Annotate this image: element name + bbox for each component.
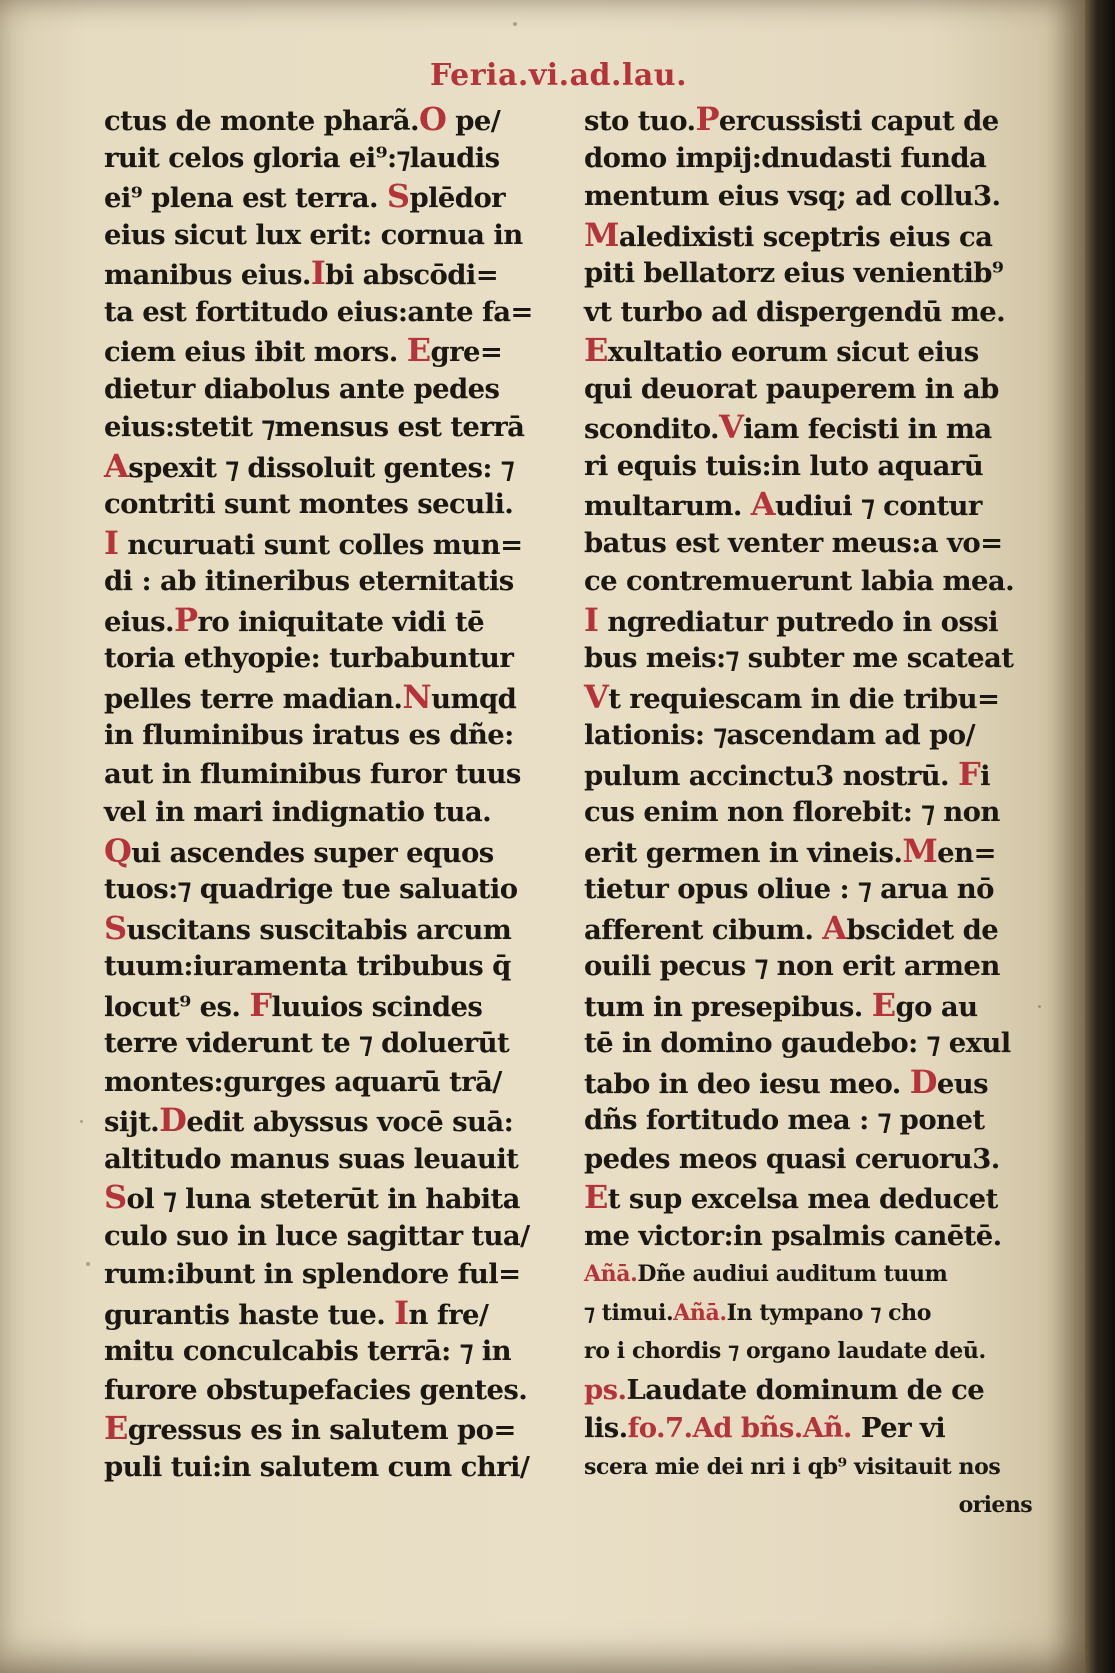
text-run: furore obstupefacies gentes. — [104, 1373, 528, 1406]
text-column-right — [584, 100, 1044, 1525]
text-line — [104, 177, 560, 216]
rubricated-initial: S — [386, 177, 410, 215]
text-run: aut in fluminibus furor tuus — [104, 757, 521, 790]
text-run: eius:stetit ⁊mensus est terrā — [104, 411, 525, 443]
text-run: qui deuorat pauperem in ab — [584, 372, 999, 405]
rubricated-initial: V — [584, 677, 609, 716]
text-run: puli tui:in salutem cum chri/ — [104, 1450, 530, 1483]
text-line — [584, 100, 1044, 139]
text-line — [584, 755, 1044, 794]
text-line — [584, 1409, 1044, 1448]
text-line — [584, 947, 1044, 986]
text-run: altitudo manus suas leuauit — [104, 1142, 519, 1175]
text-run: batus est venter meus:a vo= — [584, 526, 1003, 559]
text-run: locut⁹ es. — [104, 990, 250, 1023]
rubricated-initial: E — [584, 331, 608, 369]
rubricated-initial: V — [718, 408, 744, 446]
text-run: ei⁹ plena est terra. — [104, 182, 387, 214]
rubricated-initial: M — [902, 831, 938, 870]
text-run: eius sicut lux erit: cornua in — [104, 218, 523, 251]
text-run: lationis: ⁊ascendam ad po/ — [584, 719, 975, 751]
text-run: manibus eius. — [104, 259, 311, 291]
rubricated-initial: F — [957, 754, 981, 793]
text-run: tabo in deo iesu meo. — [584, 1067, 910, 1100]
binding-edge — [1085, 0, 1115, 1673]
rubric-text: Añā. — [584, 1261, 638, 1287]
text-run: spexit ⁊ dissoluit gentes: ⁊ — [128, 451, 514, 484]
text-run: pelles terre madian. — [104, 682, 403, 715]
text-run: tietur opus oliue : ⁊ arua nō — [584, 873, 994, 905]
text-run: pe/ — [446, 105, 501, 137]
rubricated-initial: S — [104, 908, 127, 947]
text-line — [104, 216, 560, 255]
text-line — [584, 832, 1044, 871]
text-line — [104, 485, 560, 524]
text-run: tuos:⁊ quadrige tue saluatio — [104, 873, 518, 905]
rubricated-initial: I — [310, 254, 326, 292]
text-line — [584, 331, 1044, 370]
text-line — [584, 177, 1044, 216]
text-line — [104, 524, 560, 563]
text-run: ce contremuerunt labia mea. — [584, 565, 1015, 597]
text-run: erit germen in vineis. — [584, 836, 903, 869]
text-line — [104, 370, 560, 409]
text-line — [104, 100, 560, 139]
text-line — [584, 1101, 1044, 1140]
text-run: edit abyssus vocē suā: — [186, 1106, 514, 1138]
catchword — [584, 1486, 1044, 1525]
text-run: ruit celos gloria ei⁹:⁊laudis — [104, 141, 500, 174]
rubricated-initial: D — [159, 1101, 187, 1139]
text-line — [104, 986, 560, 1025]
paper-speck — [86, 1262, 90, 1266]
text-run: umqd — [431, 682, 517, 715]
text-line — [104, 1409, 560, 1448]
text-run: udiui ⁊ contur — [775, 490, 982, 522]
text-line — [584, 1024, 1044, 1063]
text-run: rum:ibunt in splendore ful= — [104, 1258, 521, 1290]
text-run: gre= — [430, 336, 503, 368]
text-line — [584, 1332, 1044, 1371]
paper-speck — [80, 1120, 83, 1123]
text-run: ouili pecus ⁊ non erit armen — [584, 950, 1000, 982]
text-run: dietur diabolus ante pedes — [104, 372, 500, 405]
text-line — [104, 139, 560, 178]
text-run: ncuruati sunt colles mun= — [118, 528, 523, 561]
text-line — [104, 1217, 560, 1256]
text-run: ⁊ timui. — [584, 1299, 674, 1326]
text-line — [104, 447, 560, 486]
text-line — [584, 408, 1044, 447]
text-line — [104, 601, 560, 640]
text-line — [584, 485, 1044, 524]
text-run: t requiescam in die tribu= — [608, 682, 1000, 715]
text-run: eus — [936, 1067, 989, 1100]
text-run: culo suo in luce sagittar tua/ — [104, 1219, 530, 1252]
rubricated-initial: P — [695, 100, 719, 138]
text-run: tuum:iuramenta tribubus q̄ — [104, 950, 511, 982]
text-run: pedes meos quasi ceruoru3. — [584, 1142, 1000, 1175]
text-run: vt turbo ad dispergendū me. — [584, 295, 1006, 328]
text-run: lis. — [584, 1412, 628, 1444]
text-run: tum in presepibus. — [584, 990, 872, 1023]
text-run: bus meis:⁊ subter me scateat — [584, 642, 1014, 674]
text-run: ciem eius ibit mors. — [104, 336, 407, 368]
text-run: terre viderunt te ⁊ doluerūt — [104, 1027, 510, 1059]
text-line — [104, 408, 560, 447]
text-run: plēdor — [409, 182, 506, 214]
text-line — [104, 909, 560, 948]
text-run: ngrediatur putredo in ossi — [598, 605, 999, 638]
text-run: toria ethyopie: turbabuntur — [104, 642, 514, 674]
text-run: vel in mari indignatio tua. — [104, 796, 492, 828]
text-run: cus enim non florebit: ⁊ non — [584, 796, 1000, 828]
text-line — [584, 370, 1044, 409]
text-line — [584, 986, 1044, 1025]
text-run: i — [980, 759, 990, 792]
text-run: Laudate dominum de ce — [626, 1373, 985, 1406]
text-line — [584, 678, 1044, 717]
text-line — [584, 254, 1044, 293]
text-column-left — [104, 100, 560, 1486]
text-run: mentum eius vsq; ad collu3. — [584, 180, 1001, 212]
text-line — [104, 293, 560, 332]
rubricated-initial: E — [584, 1178, 608, 1216]
text-line — [584, 716, 1044, 755]
text-run: scondito. — [584, 413, 719, 445]
text-run: multarum. — [584, 490, 751, 522]
rubricated-initial: E — [871, 985, 896, 1024]
rubric-text: fo.7.Ad bñs.Añ. — [627, 1412, 852, 1444]
text-line — [104, 1332, 560, 1371]
text-line — [104, 870, 560, 909]
text-line — [584, 639, 1044, 678]
text-run: tē in domino gaudebo: ⁊ exul — [584, 1027, 1011, 1059]
text-line — [584, 1217, 1044, 1256]
text-line — [104, 1101, 560, 1140]
text-line — [104, 1024, 560, 1063]
text-run: me victor:in psalmis canētē. — [584, 1219, 1002, 1252]
rubricated-initial: E — [406, 331, 431, 369]
text-run: ta est fortitudo eius:ante fa= — [104, 295, 533, 328]
text-line — [104, 1448, 560, 1487]
text-line — [584, 524, 1044, 563]
rubricated-initial: N — [402, 677, 432, 716]
text-line — [584, 1140, 1044, 1179]
text-run: pulum accinctu3 nostrū. — [584, 759, 958, 792]
rubric-text: ps. — [584, 1373, 627, 1406]
text-run: sijt. — [104, 1106, 160, 1138]
text-line — [104, 1371, 560, 1410]
text-run: oriens — [958, 1492, 1032, 1518]
text-run: Dñe audiui auditum tuum — [637, 1261, 948, 1287]
text-line — [584, 1178, 1044, 1217]
rubricated-initial: D — [909, 1062, 937, 1101]
text-run: sto tuo. — [584, 105, 696, 137]
text-line — [104, 716, 560, 755]
text-run: bi abscōdi= — [325, 259, 499, 291]
text-run: gurantis haste tue. — [104, 1298, 395, 1331]
text-run: contriti sunt montes seculi. — [104, 488, 514, 520]
text-run: ctus de monte pharã. — [104, 105, 419, 137]
text-run: go au — [895, 990, 978, 1023]
text-line — [104, 1294, 560, 1333]
text-run: afferent cibum. — [584, 913, 823, 946]
text-run: luuios scindes — [271, 990, 483, 1023]
rubricated-initial: A — [104, 446, 129, 485]
text-line — [104, 755, 560, 794]
rubricated-initial: Q — [104, 831, 132, 870]
text-line — [104, 1140, 560, 1179]
text-line — [584, 1063, 1044, 1102]
text-run: domo impij:dnudasti funda — [584, 141, 987, 174]
text-run: en= — [937, 836, 996, 869]
text-line — [104, 832, 560, 871]
text-run: ol ⁊ luna steterūt in habita — [126, 1183, 520, 1215]
text-line — [584, 1294, 1044, 1333]
text-run: xultatio eorum sicut eius — [607, 336, 979, 368]
rubricated-initial: I — [584, 600, 599, 639]
text-line — [104, 331, 560, 370]
text-run: piti bellatorz eius venientib⁹ — [584, 257, 1004, 289]
text-line — [104, 1255, 560, 1294]
text-run: dñs fortitudo mea : ⁊ ponet — [584, 1104, 985, 1136]
rubricated-initial: A — [750, 485, 776, 523]
text-line — [104, 562, 560, 601]
text-run: scera mie dei nri i qb⁹ visitauit nos — [584, 1453, 1001, 1480]
text-run: mitu conculcabis terrā: ⁊ in — [104, 1335, 511, 1367]
paper-speck — [513, 22, 517, 26]
text-line — [584, 293, 1044, 332]
text-line — [584, 216, 1044, 255]
text-line — [584, 909, 1044, 948]
rubricated-initial: O — [418, 100, 447, 138]
text-run: Per vi — [851, 1412, 946, 1444]
text-run: ro i chordis ⁊ organo laudate deū. — [584, 1338, 986, 1364]
text-run: t sup excelsa mea deducet — [607, 1183, 998, 1215]
text-run: uscitans suscitabis arcum — [126, 913, 512, 946]
text-line — [584, 562, 1044, 601]
text-line — [584, 1255, 1044, 1294]
text-line — [104, 1063, 560, 1102]
text-line — [584, 601, 1044, 640]
rubricated-initial: A — [822, 908, 847, 947]
rubricated-initial: P — [174, 600, 198, 639]
rubricated-initial: I — [394, 1293, 409, 1332]
text-line — [584, 1448, 1044, 1487]
text-line — [584, 870, 1044, 909]
rubricated-initial: E — [104, 1409, 128, 1447]
text-run: di : ab itineribus eternitatis — [104, 565, 514, 597]
text-run: ercussisti caput de — [718, 105, 999, 137]
text-run: iam fecisti in ma — [743, 413, 992, 445]
text-line — [104, 678, 560, 717]
text-line — [104, 947, 560, 986]
text-run: eius. — [104, 605, 174, 638]
text-run: ro iniquitate vidi tē — [197, 605, 484, 638]
text-line — [104, 1178, 560, 1217]
text-run: montes:gurges aquarū trā/ — [104, 1065, 502, 1098]
rubricated-initial: M — [584, 215, 619, 254]
rubric-text: Añā. — [673, 1299, 727, 1326]
text-run: In tympano ⁊ cho — [726, 1299, 932, 1326]
running-header: Feria.vi.ad.lau. — [430, 58, 688, 93]
text-line — [104, 639, 560, 678]
text-line — [584, 139, 1044, 178]
text-line — [104, 793, 560, 832]
text-run: gressus es in salutem po= — [127, 1414, 516, 1446]
text-run: ri equis tuis:in luto aquarū — [584, 449, 984, 482]
text-run: bscidet de — [846, 913, 999, 946]
text-line — [584, 1371, 1044, 1410]
rubricated-initial: F — [249, 985, 272, 1024]
text-run: ui ascendes super equos — [131, 836, 494, 869]
text-line — [584, 447, 1044, 486]
text-line — [104, 254, 560, 293]
text-run: aledixisti sceptris eius ca — [618, 220, 993, 253]
text-run: n fre/ — [408, 1298, 489, 1331]
text-run: in fluminibus iratus es dñe: — [104, 719, 514, 751]
rubricated-initial: I — [104, 523, 119, 562]
text-line — [584, 793, 1044, 832]
rubricated-initial: S — [104, 1178, 127, 1216]
